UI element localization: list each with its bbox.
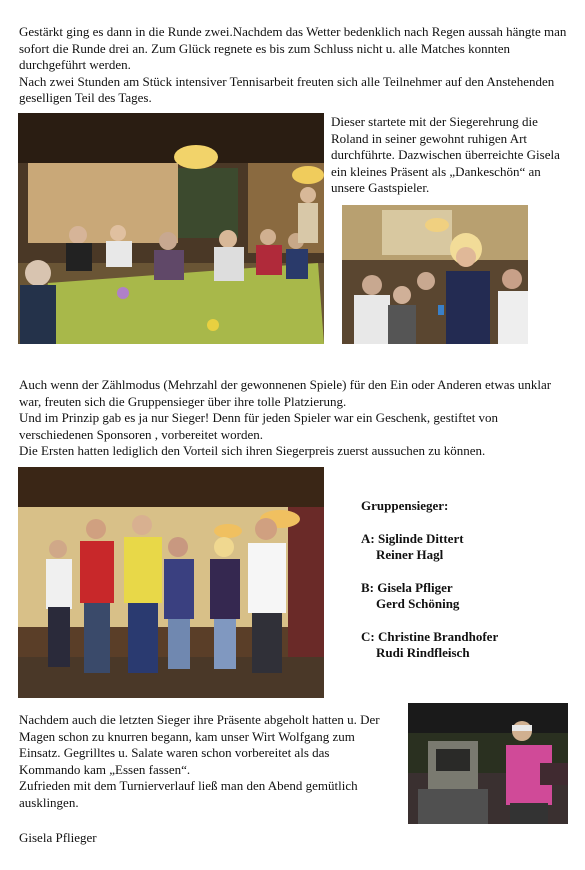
group-winners-heading: Gruppensieger:	[361, 498, 449, 513]
photo-group-winners	[18, 467, 324, 698]
group-c-line2: Rudi Rindfleisch	[376, 645, 470, 660]
photo-gisela-presenting-graphic	[342, 205, 528, 344]
intro-paragraph-2: Nach zwei Stunden am Stück intensiver Tennisarbeit freuten sich alle Teilnehmer auf den Anstehenden geselligen Teil des Tages.	[19, 73, 555, 105]
photo-restaurant-tables	[18, 113, 324, 344]
group-a-line1: A: Siglinde Dittert	[361, 530, 464, 546]
spacer	[361, 613, 561, 629]
group-winners-list	[361, 498, 561, 662]
photo-group-winners-graphic	[18, 467, 324, 698]
closing-paragraph-2: Zufrieden mit dem Turnierverlauf ließ man den Abend gemütlich ausklingen.	[19, 778, 358, 810]
ceremony-text: Dieser startete mit der Siegerehrung die Roland in seiner gewohnt ruhigen Art durchführte. Dazwischen überreichte Gisela ein kleines Präsent als „Dankeschön“ an unsere Gastspieler.	[331, 114, 560, 195]
photo-host-grilling	[408, 703, 568, 824]
signature: Gisela Pflieger	[19, 830, 97, 845]
middle-paragraph-3: Die Ersten hatten lediglich den Vorteil sich ihren Siegerpreis zuerst aussuchen zu können.	[19, 443, 486, 458]
group-c-line1: C: Christine Brandhofer	[361, 628, 499, 644]
spacer	[361, 564, 561, 580]
spacer	[361, 515, 561, 531]
group-a-line2: Reiner Hagl	[376, 547, 444, 562]
middle-paragraph-2: Und im Prinzip gab es ja nur Sieger! Denn für jeden Spieler war ein Geschenk, gestiftet von verschiedenen Sponsoren , vorbereitet worden.	[19, 410, 499, 442]
photo-restaurant-tables-graphic	[18, 113, 324, 344]
photo-host-grilling-graphic	[408, 703, 568, 824]
intro-paragraph-1: Gestärkt ging es dann in die Runde zwei.Nachdem das Wetter bedenklich nach Regen aussah hängte man sofort die Runde drei an. Zum Glück regnete es bis zum Schluss nicht u. alle Matches konnten durchgeführt werden.	[19, 24, 567, 72]
group-b-line2: Gerd Schöning	[376, 596, 460, 611]
closing-paragraph-1: Nachdem auch die letzten Sieger ihre Präsente abgeholt hatten u. Der Magen schon zu knurren begann, kam unser Wirt Wolfgang zum Einsatz. Gegrilltes u. Salate waren schon vorbereitet als das Kommando kam „Essen fassen“.	[19, 712, 380, 777]
photo-gisela-presenting	[342, 205, 528, 344]
intro-text	[19, 24, 571, 107]
middle-paragraph-1: Auch wenn der Zählmodus (Mehrzahl der gewonnenen Spiele) für den Ein oder Anderen etwas unklar war, freuten sich die Gruppensieger über ihre tolle Platzierung.	[19, 377, 552, 409]
closing-text	[19, 712, 391, 811]
group-b-line1: B: Gisela Pfliger	[361, 579, 453, 595]
middle-text	[19, 377, 571, 460]
